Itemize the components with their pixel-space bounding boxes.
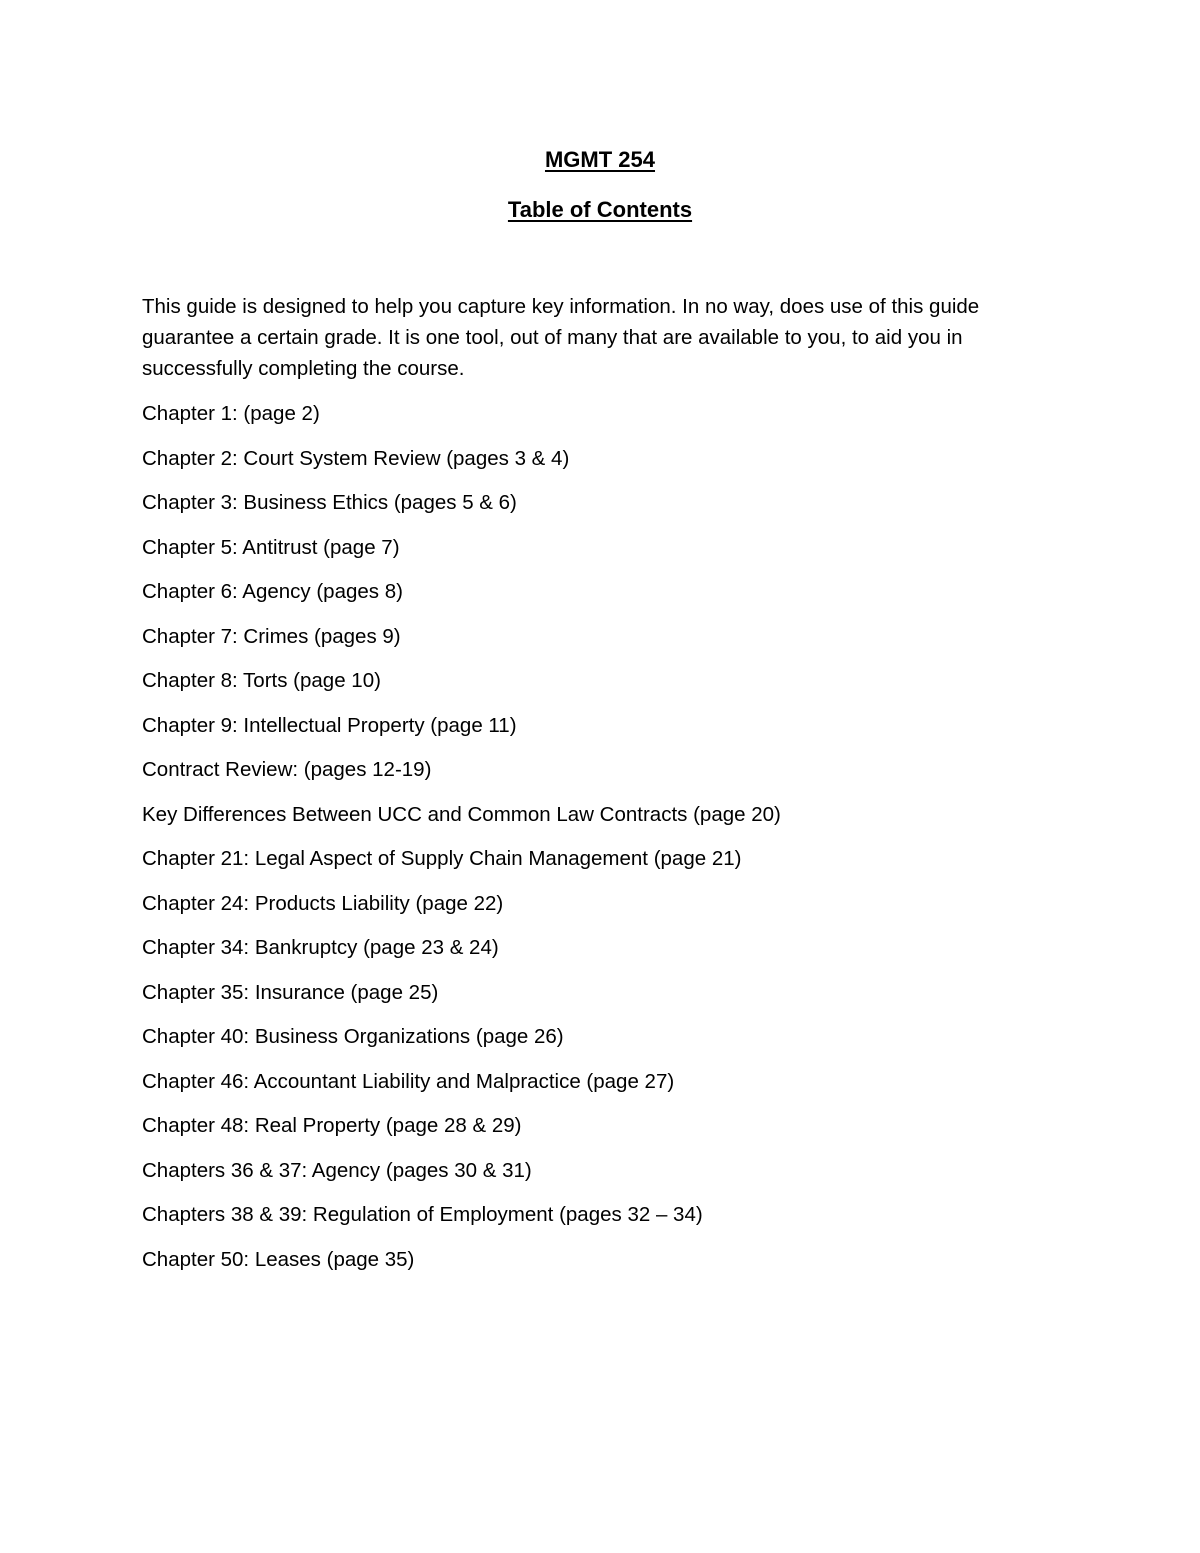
toc-entry: Chapter 9: Intellectual Property (page 11) [142,713,517,737]
toc-entry: Chapter 3: Business Ethics (pages 5 & 6) [142,491,517,514]
toc-entry: Contract Review: (pages 12-19) [142,758,432,781]
course-title: MGMT 254 [544,147,656,172]
toc-entry: Chapter 34: Bankruptcy (page 23 & 24) [142,936,499,959]
toc-entry: Chapter 7: Crimes (pages 9) [142,624,401,648]
toc-entry: Chapter 2: Court System Review (pages 3 & 4) [142,446,570,470]
intro-paragraph: This guide is designed to help you capture key information. In no way, does use of this guide guarantee a certain grade. It is one tool, out of many that are available to you, to aid you in successfully completing the course. [142,295,980,380]
toc-entry: Chapter 6: Agency (pages 8) [142,580,403,603]
toc-entry: Chapters 38 & 39: Regulation of Employment (pages 32 – 34) [142,1203,703,1226]
toc-entry: Chapter 8: Torts (page 10) [142,669,381,692]
toc-entry: Chapter 50: Leases (page 35) [142,1247,415,1271]
toc-entry: Key Differences Between UCC and Common Law Contracts (page 20) [142,802,781,826]
toc-entry: Chapter 46: Accountant Liability and Malpractice (page 27) [142,1069,675,1093]
toc-entry: Chapter 40: Business Organizations (page 26) [142,1025,564,1048]
toc-entry: Chapter 35: Insurance (page 25) [142,980,439,1004]
toc-entry: Chapter 48: Real Property (page 28 & 29) [142,1114,522,1137]
page-title: Table of Contents [507,197,693,222]
toc-entry: Chapter 1: (page 2) [142,402,320,425]
toc-entry: Chapter 24: Products Liability (page 22) [142,891,504,915]
toc-entry: Chapter 5: Antitrust (page 7) [142,535,400,559]
toc-entry: Chapter 21: Legal Aspect of Supply Chain Management (page 21) [142,847,742,870]
toc-entry: Chapters 36 & 37: Agency (pages 30 & 31) [142,1158,532,1182]
toc-list [142,400,1092,1290]
